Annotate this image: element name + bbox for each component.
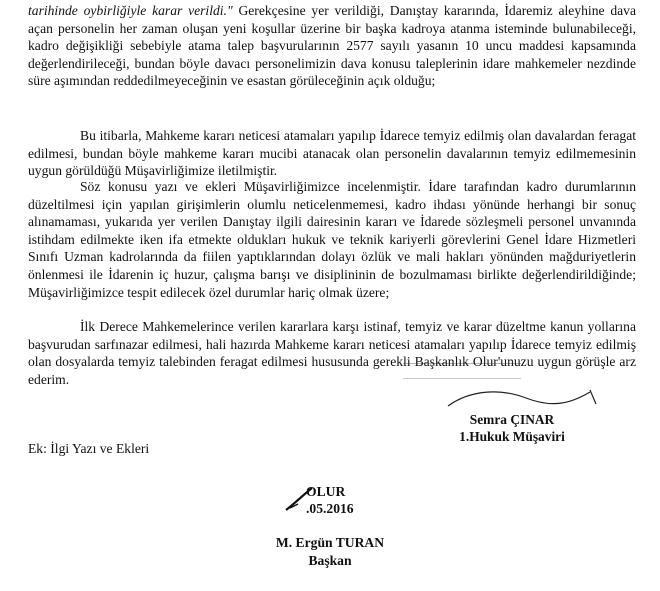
paragraph-2-text: Bu itibarla, Mahkeme kararı neticesi atamaları yapılıp İdarece temyiz edilmiş olan davalardan feragat edilmesi, bundan böyle mahkeme kararı mucibi atanacak olan personelin davalarının temyiz edilmemesinin uygun görüldüğü Müşavirliğimize iletilmiştir. <box>28 128 636 179</box>
approver-title: Başkan <box>308 553 352 568</box>
paragraph-1-italic: tarihinde oybirliğiyle karar verildi." <box>28 3 233 18</box>
paragraph-3-text: Söz konusu yazı ve ekleri Müşavirliğimizce incelenmiştir. İdare tarafından kadro durumlarının düzeltilmesi için yapılan girişimlerin olumlu neticelenmemesi, kadro ihdası yönünde herhangi bir sonuç alınamaması, yukarıda yer verilen Danıştay ilgili dairesinin kararı ve İdarede sözleşmeli personel unvanında istihdam edilmekte iken ifa etmekte oldukları hukuk ve teknik kariyerli görevlerini Genel İdare Hizmetleri Sınıfı Uzman kadrolarında da fiilen yaptıklarından dolayı özlük ve mali hakları yönünden mağduriyetlerin önlenmesi ile İdarenin iç huzur, çalışma barışı ve disiplininin de bozulmaması birlikte değerlendirildiğinde; Müşavirliğimizce tespit edilecek özel durumlar hariç olmak üzere; <box>28 179 636 300</box>
paragraph-4 <box>28 318 636 388</box>
signature-block-1 <box>412 411 612 445</box>
signature-block-2 <box>250 534 410 570</box>
signatory-title: 1.Hukuk Müşaviri <box>459 429 565 444</box>
approval-date: .05.2016 <box>306 501 354 516</box>
paragraph-4-text: İlk Derece Mahkemelerince verilen kararlara karşı istinaf, temyiz ve karar düzeltme kanun yollarına başvurudan sarfınazar edilmesi, hali hazırda Mahkeme kararı neticesi atamaları yapılıp İdarece temyiz edilmiş olan dosyalarda temyiz talebinden feragat edilmesi hususunda gerekli Başkanlık Olur'unuzu uygun görüşle arz ederim. <box>28 319 636 387</box>
approval-label: OLUR <box>306 484 346 499</box>
attachments-line: Ek: İlgi Yazı ve Ekleri <box>28 441 150 456</box>
signature-semra-cinar <box>440 384 610 412</box>
paragraph-2 <box>28 127 636 180</box>
paragraph-1 <box>28 2 636 90</box>
signatory-name: Semra ÇINAR <box>469 412 555 427</box>
approver-name: M. Ergün TURAN <box>275 535 385 550</box>
paragraph-3 <box>28 178 636 301</box>
faint-stamp-mark <box>403 363 521 379</box>
paragraph-1-text: Gerekçesine yer verildiği, Danıştay kararında, İdaremiz aleyhine dava açan personelin her zaman oluşan yeni koşullar üzerine bir başka kadroya atanma isteminde bulunabileceği, kadro değişikliği sebebiyle atama talep başvurularının 2577 sayılı yasanın 10 uncu maddesi kapsamında değerlendirileceği, bundan böyle davacı personelimizin dava konusu taleplerinin idare mahkemeler nezdinde süre aşımından reddedilmeyeceğinin ve esastan görüleceğinin açık olduğu; <box>28 3 636 89</box>
